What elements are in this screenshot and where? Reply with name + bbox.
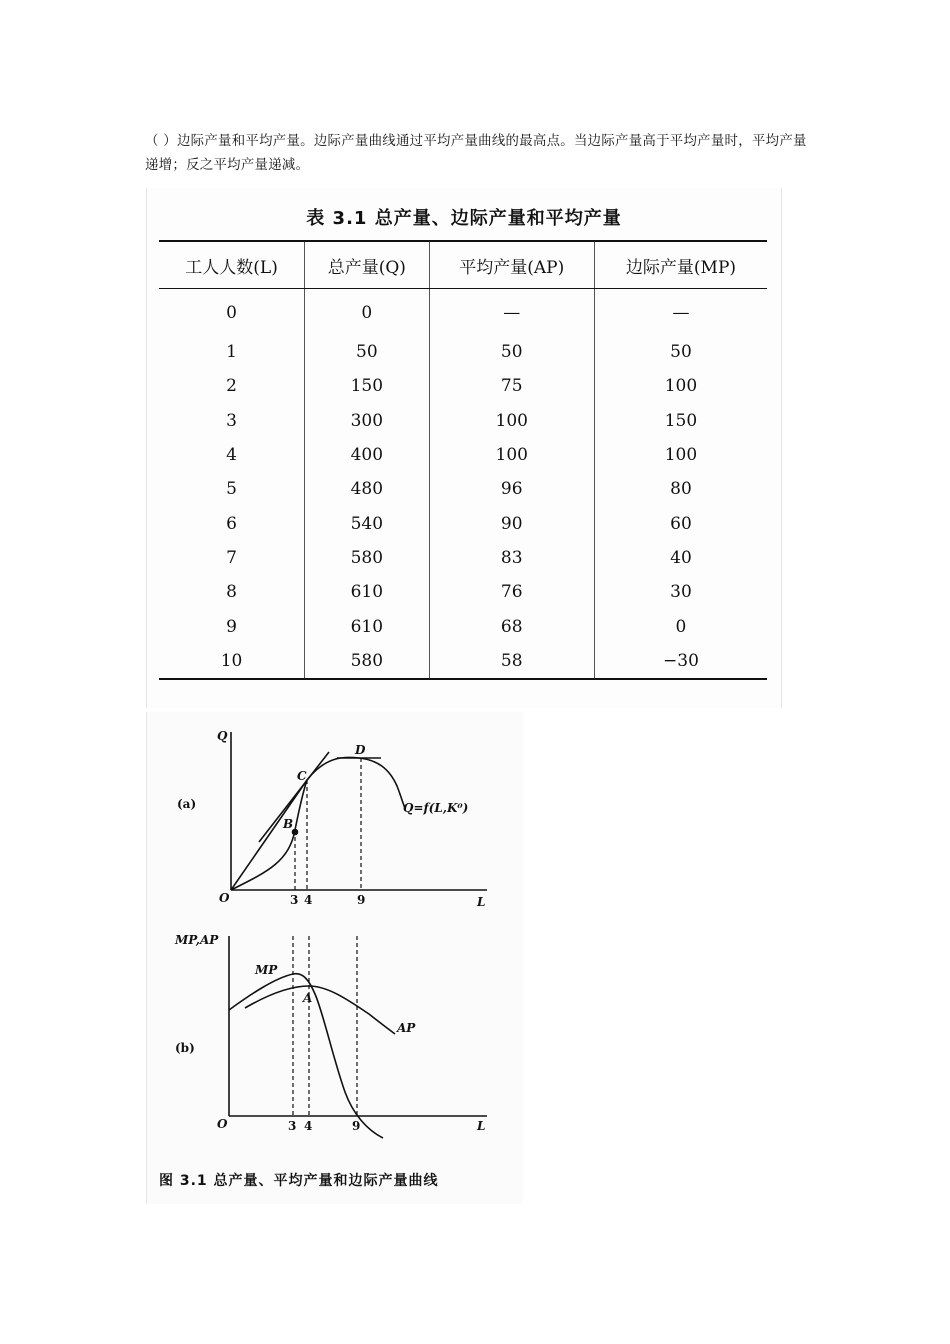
cell: 580 bbox=[305, 541, 429, 575]
cell: 50 bbox=[429, 335, 594, 369]
intro-paragraph: （ ）边际产量和平均产量。边际产量曲线通过平均产量曲线的最高点。当边际产量高于平均产量时，平均产量递增；反之平均产量递减。 bbox=[145, 134, 807, 174]
panel-b-y-label: MP,AP bbox=[175, 933, 219, 947]
cell: 100 bbox=[429, 438, 594, 472]
tangent-at-c bbox=[259, 752, 329, 842]
cell: 2 bbox=[159, 369, 305, 403]
point-d-label: D bbox=[355, 743, 366, 757]
cell: 90 bbox=[429, 506, 594, 540]
point-b-label: B bbox=[283, 817, 294, 831]
total-product-curve bbox=[231, 757, 405, 890]
cell: 3 bbox=[159, 404, 305, 438]
cell: 10 bbox=[159, 644, 305, 679]
cell: 610 bbox=[305, 609, 429, 643]
cell: — bbox=[672, 303, 690, 323]
cell: 580 bbox=[305, 644, 429, 679]
cell: 150 bbox=[305, 369, 429, 403]
figure-caption: 图 3.1 总产量、平均产量和边际产量曲线 bbox=[159, 1173, 439, 1189]
table-row bbox=[159, 438, 767, 472]
table-image bbox=[146, 188, 782, 708]
cell: 5 bbox=[159, 472, 305, 506]
point-c-label: C bbox=[297, 769, 307, 783]
panel-b-x-label: L bbox=[477, 1119, 486, 1133]
cell: 50 bbox=[305, 335, 429, 369]
panel-b-label: (b) bbox=[175, 1041, 195, 1055]
cell: 400 bbox=[305, 438, 429, 472]
cell: 76 bbox=[429, 575, 594, 609]
cell: 4 bbox=[159, 438, 305, 472]
cell: 100 bbox=[664, 445, 698, 466]
cell: 480 bbox=[305, 472, 429, 506]
cell: 60 bbox=[670, 513, 692, 534]
cell: 9 bbox=[159, 609, 305, 643]
table-row bbox=[159, 335, 767, 369]
table-row bbox=[159, 644, 767, 679]
cell: 50 bbox=[670, 342, 692, 363]
cell: 1 bbox=[159, 335, 305, 369]
curves-svg bbox=[147, 712, 523, 1204]
cell: 83 bbox=[429, 541, 594, 575]
cell: 100 bbox=[429, 404, 594, 438]
table-row bbox=[159, 541, 767, 575]
cell: 7 bbox=[159, 541, 305, 575]
panel-b-tick-9: 9 bbox=[352, 1119, 361, 1133]
total-product-function-label: Q=f(L,K⁰) bbox=[403, 801, 469, 815]
production-table bbox=[159, 240, 767, 680]
table-title: 表 3.1 总产量、边际产量和平均产量 bbox=[306, 208, 622, 229]
cell: — bbox=[429, 289, 594, 336]
cell: 96 bbox=[429, 472, 594, 506]
cell: 8 bbox=[159, 575, 305, 609]
cell: 300 bbox=[305, 404, 429, 438]
cell: 540 bbox=[305, 506, 429, 540]
table-row bbox=[159, 575, 767, 609]
cell: 30 bbox=[670, 582, 692, 603]
panel-b-origin: O bbox=[217, 1117, 228, 1131]
table-row bbox=[159, 289, 767, 336]
cell: 75 bbox=[429, 369, 594, 403]
cell: 68 bbox=[429, 609, 594, 643]
panel-a-tick-3: 3 bbox=[290, 893, 299, 907]
cell: 6 bbox=[159, 506, 305, 540]
cell: 0 bbox=[159, 289, 305, 336]
header-marginal-product: 边际产量(MP) bbox=[594, 241, 767, 289]
panel-a-label: (a) bbox=[177, 797, 197, 811]
table-row bbox=[159, 472, 767, 506]
cell: 150 bbox=[664, 410, 698, 431]
panel-a-tick-4: 4 bbox=[304, 893, 313, 907]
mp-curve-label: MP bbox=[255, 963, 278, 977]
ap-curve-label: AP bbox=[397, 1021, 416, 1035]
panel-a-tick-9: 9 bbox=[357, 893, 366, 907]
cell: −30 bbox=[594, 644, 767, 679]
panel-a-x-label: L bbox=[477, 895, 486, 909]
panel-b-tick-3: 3 bbox=[288, 1119, 297, 1133]
table-header-row bbox=[159, 241, 767, 289]
cell: 58 bbox=[429, 644, 594, 679]
panel-a-origin: O bbox=[219, 891, 230, 905]
production-curves-figure bbox=[146, 712, 523, 1204]
cell: 40 bbox=[670, 547, 692, 568]
cell: 0 bbox=[305, 289, 429, 336]
table-row bbox=[159, 506, 767, 540]
table-row bbox=[159, 609, 767, 643]
cell: 100 bbox=[664, 376, 698, 397]
cell: 0 bbox=[675, 616, 687, 637]
panel-b-tick-4: 4 bbox=[304, 1119, 313, 1133]
panel-a-y-label: Q bbox=[217, 729, 228, 743]
point-a-label: A bbox=[303, 991, 313, 1005]
table-row bbox=[159, 369, 767, 403]
header-workers: 工人人数(L) bbox=[159, 241, 305, 289]
cell: 610 bbox=[305, 575, 429, 609]
header-average-product: 平均产量(AP) bbox=[429, 241, 594, 289]
point-b-dot bbox=[293, 830, 298, 835]
header-total-product: 总产量(Q) bbox=[305, 241, 429, 289]
table-row bbox=[159, 404, 767, 438]
cell: 80 bbox=[670, 479, 692, 500]
